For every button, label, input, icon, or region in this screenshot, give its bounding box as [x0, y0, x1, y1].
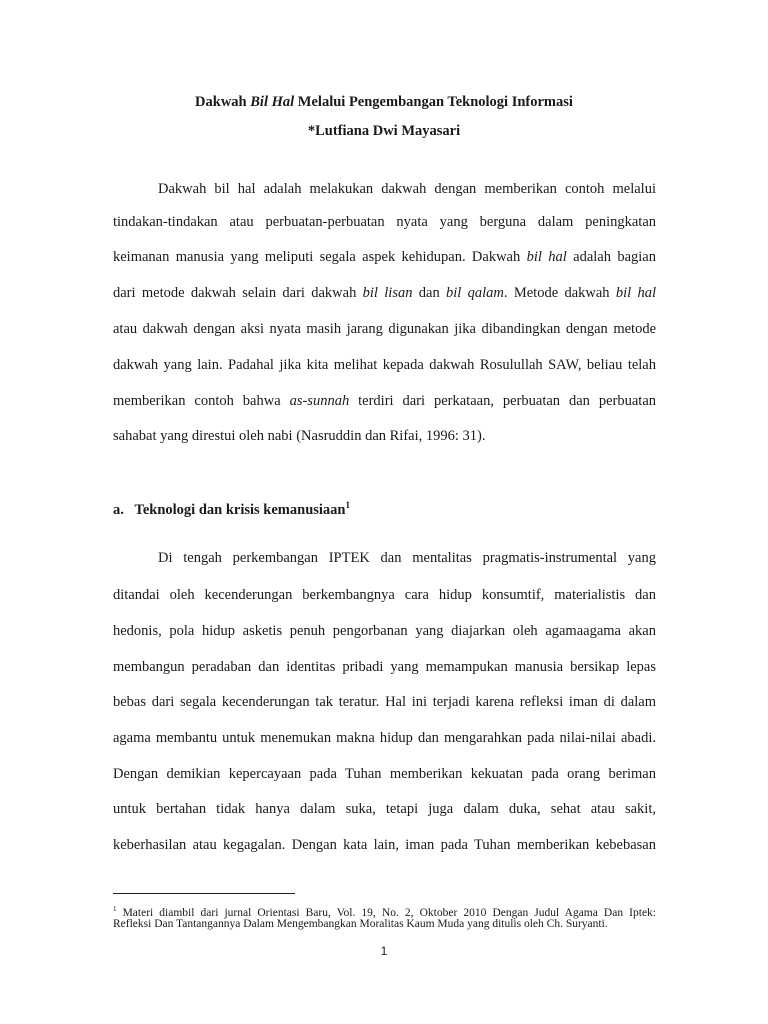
paragraph-line: memberikan contoh bahwa as-sunnah terdiri dari perkataan, perbuatan dan perbuatan — [113, 393, 656, 409]
footnote-line: Refleksi Dan Tantangannya Dalam Mengembangkan Moralitas Kaum Muda yang ditulis oleh Ch. Suryanti. — [113, 918, 608, 930]
section-title: Teknologi dan krisis kemanusiaan — [134, 501, 346, 518]
paragraph-line: agama membantu untuk menemukan makna hidup dan mengarahkan pada nilai-nilai abadi. — [113, 730, 656, 746]
title-part-1: Dakwah — [195, 94, 251, 110]
paragraph-line: keimanan manusia yang meliputi segala aspek kehidupan. Dakwah bil hal adalah bagian — [113, 249, 656, 265]
paragraph-line: ditandai oleh kecenderungan berkembangnya cara hidup konsumtif, materialistis dan — [113, 587, 656, 603]
paragraph-line: membangun peradaban dan identitas pribadi yang memampukan manusia bersikap lepas — [113, 659, 656, 675]
title-part-2-italic: Bil Hal — [250, 94, 295, 110]
paragraph-line: tindakan-tindakan atau perbuatan-perbuatan nyata yang berguna dalam peningkatan — [113, 214, 656, 230]
footnote-line: $^1$ Materi diambil dari jurnal Orientasi Baru, Vol. 19, No. 2, Oktober 2010 Dengan Judul Agama Dan Iptek: — [113, 905, 656, 919]
paragraph-line: bebas dari segala kecenderungan tak teratur. Hal ini terjadi karena refleksi iman di dalam — [113, 694, 656, 710]
author-name: *Lutfiana Dwi Mayasari — [307, 123, 461, 139]
paragraph-line: dari metode dakwah selain dari dakwah bil lisan dan bil qalam. Metode dakwah bil hal — [113, 285, 657, 301]
paragraph-line: keberhasilan atau kegagalan. Dengan kata lain, iman pada Tuhan memberikan kebebasan — [113, 837, 656, 853]
paragraph-line: atau dakwah dengan aksi nyata masih jarang digunakan jika dibandingkan dengan metode — [113, 321, 656, 337]
paragraph-line: Dakwah bil hal adalah melakukan dakwah dengan memberikan contoh melalui — [158, 181, 656, 197]
section-heading — [113, 500, 350, 519]
paragraph-line: untuk bertahan tidak hanya dalam suka, tetapi juga dalam duka, sehat atau sakit, — [113, 801, 656, 817]
paragraph-line: Dengan demikian kepercayaan pada Tuhan memberikan kekuatan pada orang beriman — [113, 766, 656, 782]
document-title — [0, 94, 768, 111]
footnote-reference: 1 — [345, 500, 351, 510]
footnote-marker: 1 — [113, 905, 117, 913]
paragraph-line: hedonis, pola hidup asketis penuh pengorbanan yang diajarkan oleh agamaagama akan — [113, 623, 656, 639]
page-number: 1 — [380, 944, 388, 958]
section-label: a. — [113, 501, 124, 518]
paragraph-line: sahabat yang direstui oleh nabi (Nasruddin dan Rifai, 1996: 31). — [113, 428, 486, 444]
paragraph-line: dakwah yang lain. Padahal jika kita melihat kepada dakwah Rosulullah SAW, beliau telah — [113, 357, 656, 373]
title-part-3: Melalui Pengembangan Teknologi Informasi — [294, 94, 573, 110]
footnote-divider — [113, 893, 295, 894]
paragraph-line: Di tengah perkembangan IPTEK dan mentalitas pragmatis-instrumental yang — [158, 550, 656, 566]
